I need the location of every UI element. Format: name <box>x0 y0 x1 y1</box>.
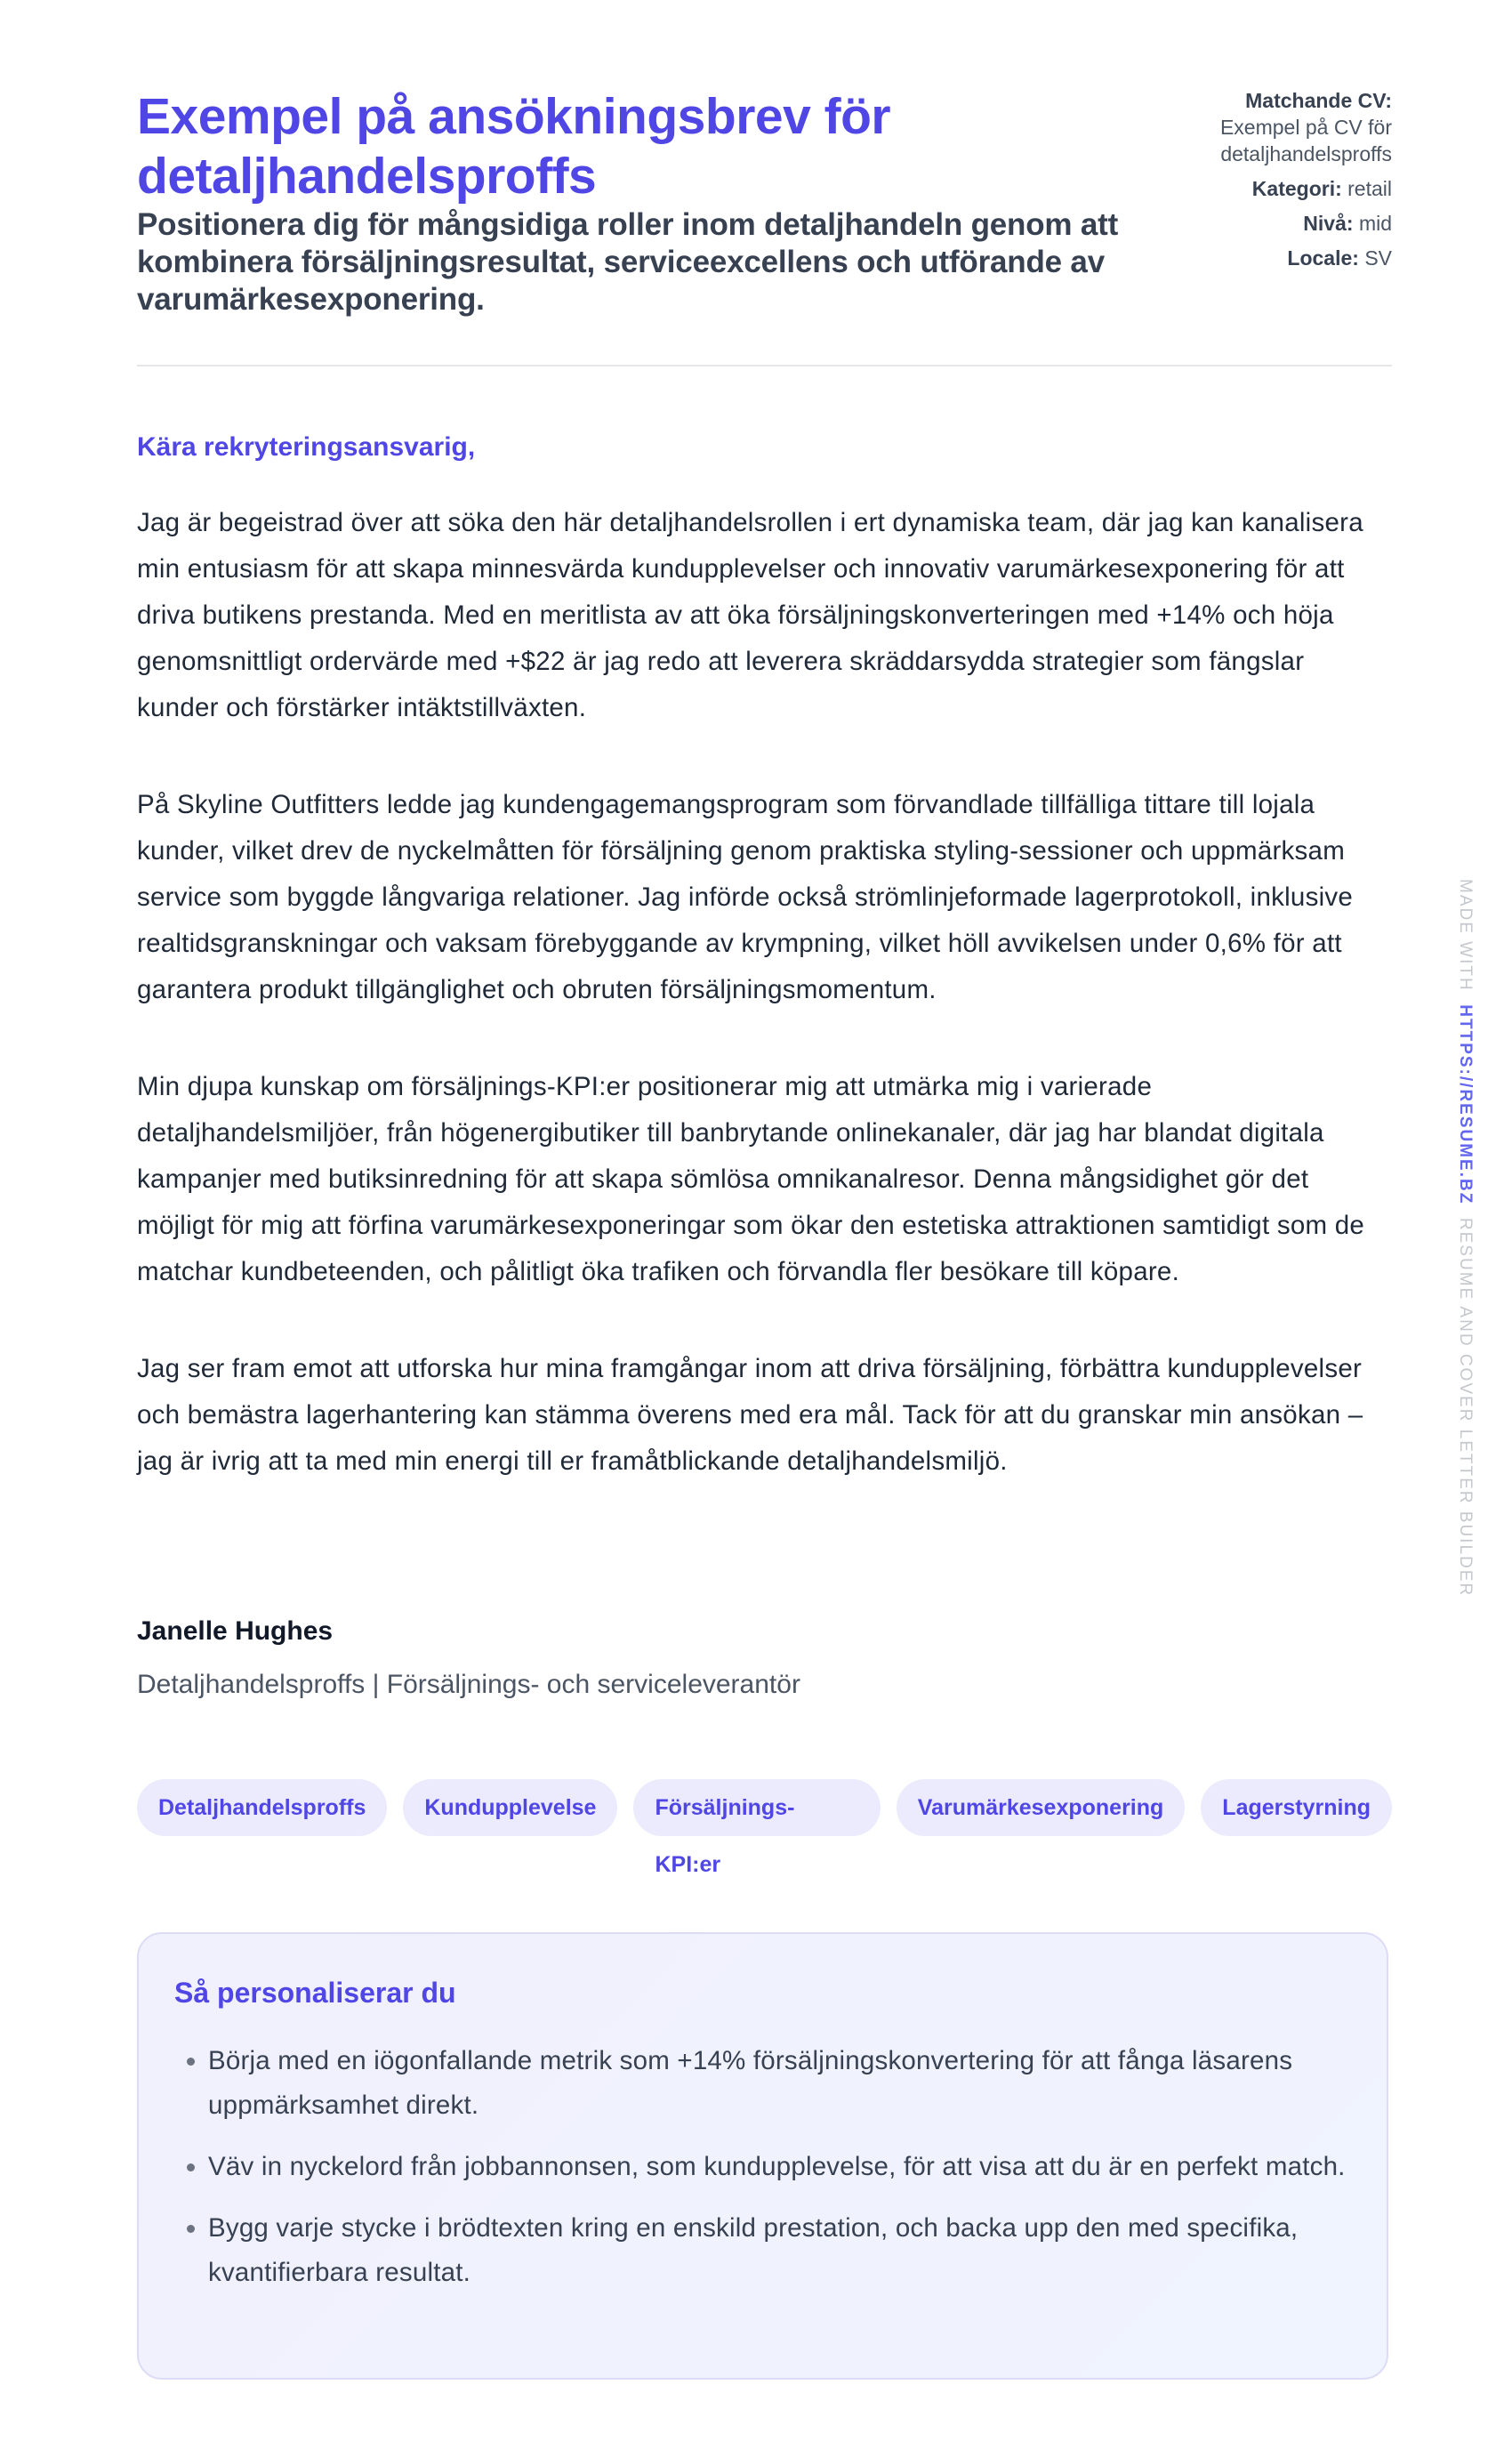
meta-label: Locale: <box>1287 246 1359 270</box>
tip-item: • Börja med en iögonfallande metrik som +14% försäljningskonvertering för att fånga läsarens uppmärksamhet direkt. <box>208 2039 1382 2128</box>
meta-value: retail <box>1347 177 1392 200</box>
tip-item: • Bygg varje stycke i brödtexten kring en enskild prestation, och backa upp den med specifika, kvantifierbara resultat. <box>208 2206 1382 2295</box>
signature-title: Detaljhandelsproffs | Försäljnings- och serviceleverantör <box>137 1670 800 1699</box>
tag[interactable]: Kundupplevelse <box>403 1779 617 1836</box>
tag[interactable]: Försäljnings-KPI:er <box>633 1779 880 1836</box>
meta-category <box>1161 175 1392 202</box>
tag-list <box>137 1779 1392 1877</box>
meta-matching-cv <box>1161 87 1392 167</box>
letter-paragraph: Jag ser fram emot att utforska hur mina framgångar inom att driva försäljning, förbättra kundupplevelser och bemästra lagerhantering kan stämma överens med era mål. Tack för att du granskar min ansökan – jag är ivrig att ta med min energi till er framåtblickande detaljhandelsmiljö. <box>137 1354 1363 1476</box>
tag[interactable]: Lagerstyrning <box>1201 1779 1392 1836</box>
watermark-suffix: RESUME AND COVER LETTER BUILDER <box>1456 1217 1475 1598</box>
matching-cv-link[interactable]: Exempel på CV för detaljhandelsproffs <box>1219 116 1392 165</box>
personalization-tips-box <box>137 1932 1388 2380</box>
page-subtitle: Positionera dig för mångsidiga roller inom detaljhandeln genom att kombinera försäljningsresultat, serviceexcellens och utförande av varumärkesexponering. <box>137 207 1119 317</box>
letter-paragraph: Jag är begeistrad över att söka den här detaljhandelsrollen i ert dynamiska team, där jag kan kanalisera min entusiasm för att skapa minnesvärda kundupplevelser och innovativ varumärkesexponering för att driva butikens prestanda. Med en meritlista av att öka försäljningskonverteringen med +14% och höja genomsnittligt ordervärde med +$22 är jag redo att leverera skräddarsydda strategier som fängslar kunder och förstärker intäktstillväxten. <box>137 508 1363 722</box>
meta-panel <box>1161 87 1392 279</box>
watermark-text <box>1455 879 1475 1597</box>
tips-title: Så personaliserar du <box>174 1977 456 2009</box>
tips-list <box>174 2039 1382 2312</box>
divider <box>137 365 1392 367</box>
letter-greeting: Kära rekryteringsansvarig, <box>137 432 476 462</box>
tip-item: • Väv in nyckelord från jobbannonsen, som kundupplevelse, för att visa att du är en perfekt match. <box>208 2145 1382 2189</box>
letter-paragraph: På Skyline Outfitters ledde jag kundengagemangsprogram som förvandlade tillfälliga tittare till lojala kunder, vilket drev de nyckelmåtten för försäljning genom praktiska styling-sessioner och uppmärksam service som byggde långvariga relationer. Jag införde också strömlinjeformade lagerprotokoll, inklusive realtidsgranskningar och vaksam förebyggande av krympning, vilket höll avvikelsen under 0,6% för att garantera produkt tillgänglighet och obruten försäljningsmomentum. <box>137 790 1354 1004</box>
meta-locale <box>1161 245 1392 271</box>
meta-label: Matchande CV: <box>1245 89 1392 112</box>
meta-level <box>1161 210 1392 237</box>
watermark-prefix: MADE WITH <box>1456 879 1475 992</box>
signature-name: Janelle Hughes <box>137 1616 334 1646</box>
letter-paragraph: Min djupa kunskap om försäljnings-KPI:er positionerar mig att utmärka mig i varierade detaljhandelsmiljöer, från högenergibutiker till banbrytande onlinekanaler, där jag har blandat digitala kampanjer med butiksinredning för att skapa sömlösa omnikanalresor. Denna mångsidighet gör det möjligt för mig att förfina varumärkesexponeringar som ökar den estetiska attraktionen samtidigt som de matchar kundbeteenden, och pålitligt öka trafiken och förvandla fler besökare till köpare. <box>137 1072 1365 1286</box>
tag[interactable]: Varumärkesexponering <box>897 1779 1186 1836</box>
meta-label: Kategori: <box>1251 177 1342 200</box>
meta-value: mid <box>1358 212 1392 235</box>
meta-value: SV <box>1364 246 1392 270</box>
header <box>137 87 1392 365</box>
letter-body <box>137 500 1392 1535</box>
watermark-link[interactable]: HTTPS://RESUME.BZ <box>1456 1004 1475 1205</box>
watermark <box>1452 879 1478 1608</box>
tag[interactable]: Detaljhandelsproffs <box>137 1779 387 1836</box>
meta-label: Nivå: <box>1303 212 1354 235</box>
page-title: Exempel på ansökningsbrev för detaljhandelsproffs <box>137 88 891 205</box>
